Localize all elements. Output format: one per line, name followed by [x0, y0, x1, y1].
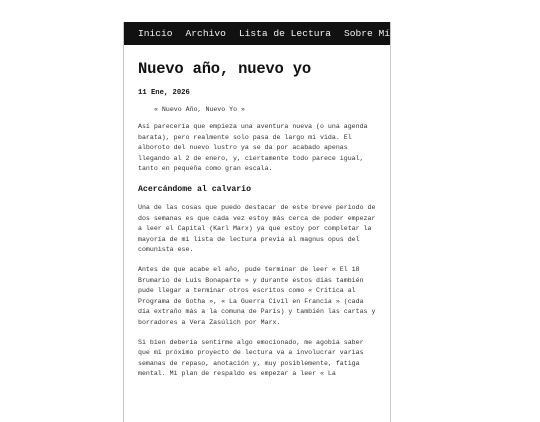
top-nav	[124, 22, 390, 45]
post-date: 11 Ene, 2026	[138, 89, 190, 97]
post-paragraph-3: Si bien debería sentirme algo emocionado, me agobia saber que mi próximo proyecto de lectura va a involucrar varias semanas de repaso, anotación y, muy posiblemente, fatiga mental. Mi plan de respaldo es empezar a leer « La	[138, 338, 364, 378]
post-paragraph-1: Una de las cosas que puedo destacar de este breve periodo de dos semanas es que cada vez estoy más cerca de poder empezar a leer el Capital (Karl Marx) ya que estoy por completar la mayoría de mi lista de lectura previa al magnus opus del comunista ese.	[138, 203, 376, 254]
nav-link-archivo[interactable]: Archivo	[185, 28, 226, 39]
nav-link-inicio[interactable]: Inicio	[138, 28, 173, 39]
page-container	[123, 22, 391, 422]
post-intro: Así parecería que empieza una aventura nueva (o una agenda barata), pero realmente solo pasa de largo mi vida. El alboroto del nuevo lustro ya se da por acabado apenas llegando al 2 de enero, y, ciertamente todo parece igual, tanto en pequeña como gran escala.	[138, 123, 368, 173]
post-paragraph-2: Antes de que acabe el año, pude terminar de leer « El 18 Brumario de Luis Bonaparte » y durante estos días también pude llegar a terminar otros escritos como « Crítica al Programa de Gotha », « La Guerra Civil en Francia » (cada día extraño más a la comuna de París) y también las cartas y borradores a Vera Zasúlich por Marx.	[138, 265, 376, 326]
nav-link-lista-de-lectura[interactable]: Lista de Lectura	[238, 28, 331, 39]
section-heading: Acercándome al calvario	[138, 184, 252, 194]
nav-link-sobre-mi[interactable]: Sobre Mí	[343, 28, 391, 39]
post-quote: « Nuevo Año, Nuevo Yo »	[154, 106, 246, 113]
post-title: Nuevo año, nuevo yo	[138, 60, 311, 78]
post-content	[124, 60, 390, 380]
